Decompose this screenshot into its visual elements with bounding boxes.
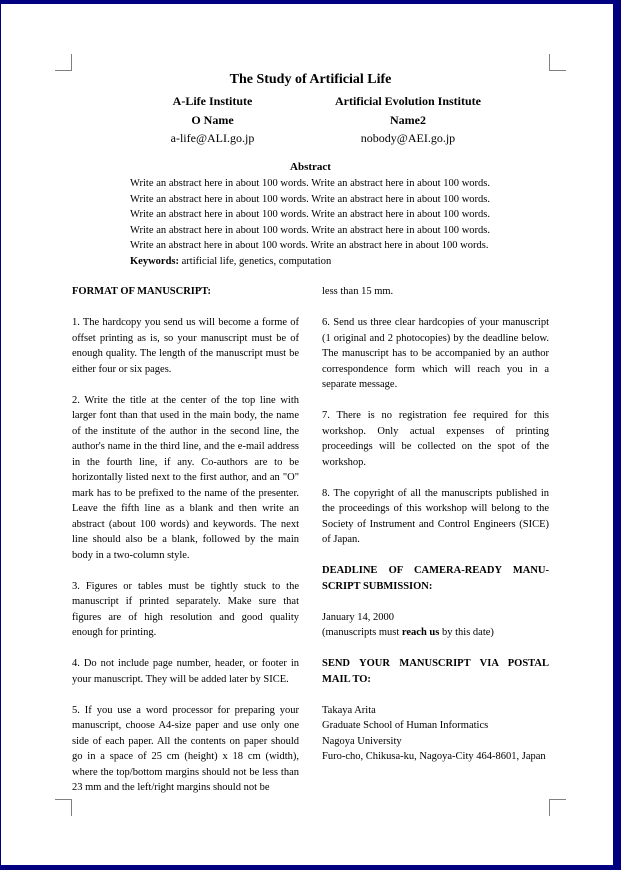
frame-right-border [613,0,621,870]
crop-mark-top-left [55,54,72,71]
frame-top-border [0,0,621,4]
frame-bottom-border [0,865,621,870]
deadline-date: January 14, 2000 [322,611,395,623]
address-line: Nagoya University [322,735,402,747]
address-line: Takaya Arita [322,704,376,716]
paragraph-2: 2. Write the title at the center of the top line with larger font than that used in the main body, the name of the institute of the author in the second line, the author's name in the third line, and the e-mail address in the fourth line, if any. Co-authors are to be horizontally listed next to the first author, and an "O" mark has to be prefixed to the name of the presenter. Leave the fifth line as a blank and then write an abstract (about 100 words) and keywords. The next line should also be a blank, followed by the main body in a two-column style. [72,394,299,561]
paragraph-5-continued: less than 15 mm. [322,286,394,297]
abstract-text: Write an abstract here in about 100 words. Write an abstract here in about 100 words. Write an abstract here in about 100 words. Write an abstract here in about 100 words. Write an abstract here in about 100 words. Write an abstract here in about 100 words. Write an abstract here in about 100 words. Write an abstract here in about 100 words. Write an abstract here in about 100 words. Write an abstract here in about 100 words. [130,178,490,251]
address-line: Graduate School of Human Informatics [322,720,489,731]
paragraph-6: 6. Send us three clear hardcopies of your manuscript (1 original and 2 photocopies) by the deadline below. The manuscript has to be accompanied by an author correspondence form which will reach you in a separate message. [322,317,549,390]
author-institute: Artificial Evolution Institute [335,94,481,108]
author-email: nobody@AEI.go.jp [360,131,456,145]
deadline-note-post: by this date) [439,627,494,638]
paragraph-3: 3. Figures or tables must be tightly stuck to the manuscript if printed separately. Make sure that figures are of high resolution and good quality enough for printing. [72,580,299,638]
paragraph-4: 4. Do not include page number, header, or footer in your manuscript. They will be added later by SICE. [72,658,299,685]
frame-left-border [0,0,1,870]
section-heading-format: FORMAT OF MANUSCRIPT: [72,286,212,297]
deadline-note-pre: (manuscripts must [322,627,402,638]
author-block-1 [140,92,285,148]
abstract-heading: Abstract [290,161,331,173]
left-column [72,284,299,811]
paragraph-8: 8. The copyright of all the manuscripts published in the proceedings of this workshop will belong to the Society of Instrument and Control Engineers (SICE) of Japan. [322,487,549,545]
paragraph-5: 5. If you use a word processor for preparing your manuscript, choose A4-size paper and use only one side of each paper. All the contents on paper should go in a space of 25 cm (height) x 18 cm (width), where the top/bottom margins should not be less than 23 mm and the left/right margins should not be [72,704,299,793]
author-block-2 [318,92,498,148]
deadline-block [322,610,549,641]
author-email: a-life@ALI.go.jp [170,131,255,145]
author-institute: A-Life Institute [172,94,253,108]
address-block [322,703,549,765]
section-heading-send: SEND YOUR MANUSCRIPT VIA POSTAL MAIL TO: [322,658,549,685]
crop-mark-top-right [549,54,566,71]
keywords-line [130,254,331,269]
crop-mark-bottom-left [55,799,72,816]
paragraph-1: 1. The hardcopy you send us will become a forme of offset printing as is, so your manuscript must be of enough quality. The length of the manuscript must be either four or six pages. [72,317,299,375]
keywords-label: Keywords: [130,256,179,267]
section-heading-deadline: DEADLINE OF CAMERA-READY MANU-SCRIPT SUBMISSION: [322,565,549,592]
crop-mark-bottom-right [549,799,566,816]
paper-title: The Study of Artificial Life [229,72,392,87]
author-name: Name2 [390,112,426,127]
keywords-text: artificial life, genetics, computation [179,256,332,267]
right-column [322,284,549,780]
paragraph-7: 7. There is no registration fee required for this workshop. Only actual expenses of printing proceedings will be collected on the spot of the workshop. [322,410,549,468]
author-name: O Name [191,112,234,127]
deadline-note-bold: reach us [401,627,440,638]
address-line: Furo-cho, Chikusa-ku, Nagoya-City 464-8601, Japan [322,751,546,762]
